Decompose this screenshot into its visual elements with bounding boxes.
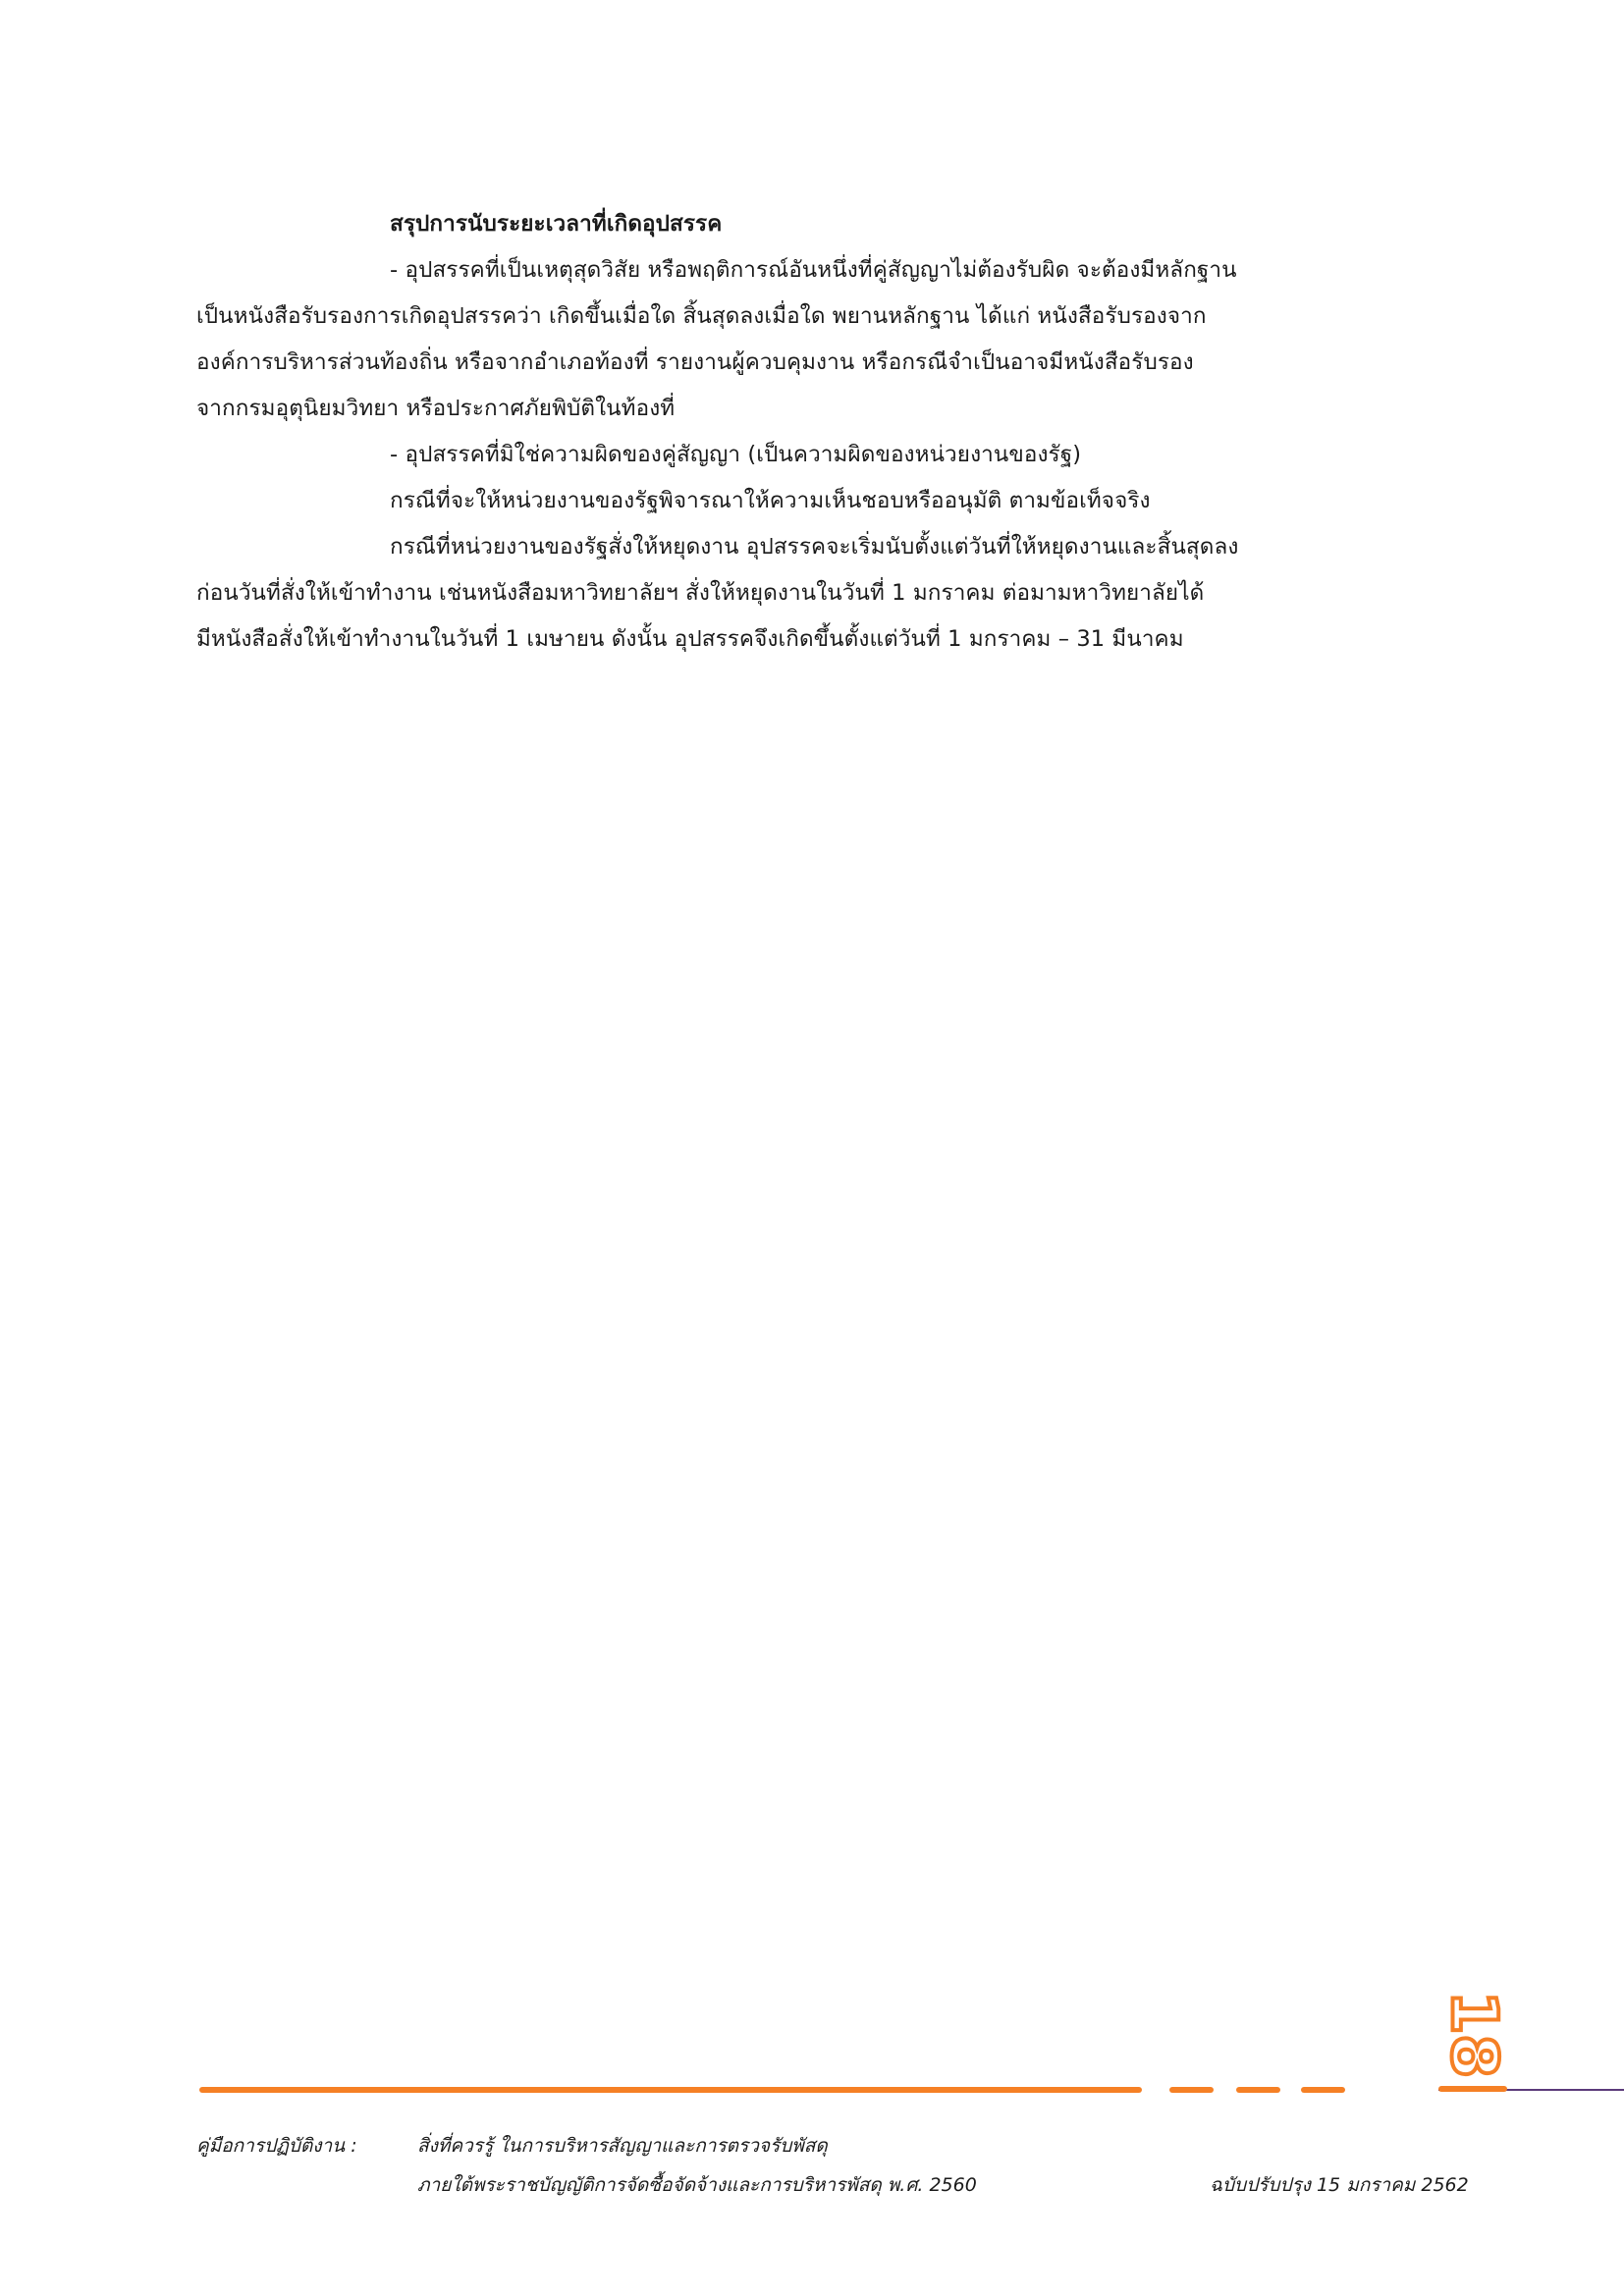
paragraph-line: - อุปสรรคที่มิใช่ความผิดของคู่สัญญา (เป็นความผิดของหน่วยงานของรัฐ) <box>390 442 1082 467</box>
document-body <box>196 201 1419 663</box>
paragraph-line: เป็นหนังสือรับรองการเกิดอุปสรรคว่า เกิดขึ้นเมื่อใด สิ้นสุดลงเมื่อใด พยานหลักฐาน ได้แก่ หนังสือรับรองจาก <box>196 303 1207 329</box>
footer-title-line2: ภายใต้พระราชบัญญัติการจัดซื้อจัดจ้างและการบริหารพัสดุ พ.ศ. 2560 <box>417 2174 977 2196</box>
footer-rule-accent <box>1438 2086 1507 2092</box>
paragraph-line: - อุปสรรคที่เป็นเหตุสุดวิสัย หรือพฤติการณ์อันหนึ่งที่คู่สัญญาไม่ต้องรับผิด จะต้องมีหลักฐาน <box>390 257 1237 283</box>
paragraph-line: องค์การบริหารส่วนท้องถิ่น หรือจากอำเภอท้องที่ รายงานผู้ควบคุมงาน หรือกรณีจำเป็นอาจมีหนังสือรับรอง <box>196 349 1194 375</box>
paragraph-approval-case <box>196 478 1419 524</box>
paragraph-line: มีหนังสือสั่งให้เข้าทำงานในวันที่ 1 เมษายน ดังนั้น อุปสรรคจึงเกิดขึ้นตั้งแต่วันที่ 1 มกราคม – 31 มีนาคม <box>196 626 1184 652</box>
footer-rule <box>199 2087 1142 2093</box>
footer-revision: ฉบับปรับปรุง 15 มกราคม 2562 <box>1210 2174 1469 2196</box>
paragraph-stop-work-case <box>196 524 1419 663</box>
footer-rule-dash <box>1301 2087 1345 2093</box>
paragraph-line: ก่อนวันที่สั่งให้เข้าทำงาน เช่นหนังสือมหาวิทยาลัยฯ สั่งให้หยุดงานในวันที่ 1 มกราคม ต่อมามหาวิทยาลัยได้ <box>196 580 1205 606</box>
footer-rule-dash <box>1169 2087 1214 2093</box>
footer-title-line1: สิ่งที่ควรรู้ ในการบริหารสัญญาและการตรวจรับพัสดุ <box>417 2135 828 2157</box>
paragraph-line: จากกรมอุตุนิยมวิทยา หรือประกาศภัยพิบัติในท้องที่ <box>196 396 676 421</box>
paragraph-force-majeure <box>196 247 1419 432</box>
section-heading: สรุปการนับระยะเวลาที่เกิดอุปสรรค <box>390 211 723 237</box>
footer-rule-dash <box>1236 2087 1280 2093</box>
footer-label: คู่มือการปฏิบัติงาน : <box>196 2135 357 2157</box>
paragraph-not-party-fault <box>196 432 1419 478</box>
page-number: 18 <box>1437 1990 1510 2079</box>
paragraph-line: กรณีที่หน่วยงานของรัฐสั่งให้หยุดงาน อุปสรรคจะเริ่มนับตั้งแต่วันที่ให้หยุดงานและสิ้นสุดลง <box>390 534 1239 560</box>
paragraph-line: กรณีที่จะให้หน่วยงานของรัฐพิจารณาให้ความเห็นชอบหรืออนุมัติ ตามข้อเท็จจริง <box>390 488 1151 513</box>
